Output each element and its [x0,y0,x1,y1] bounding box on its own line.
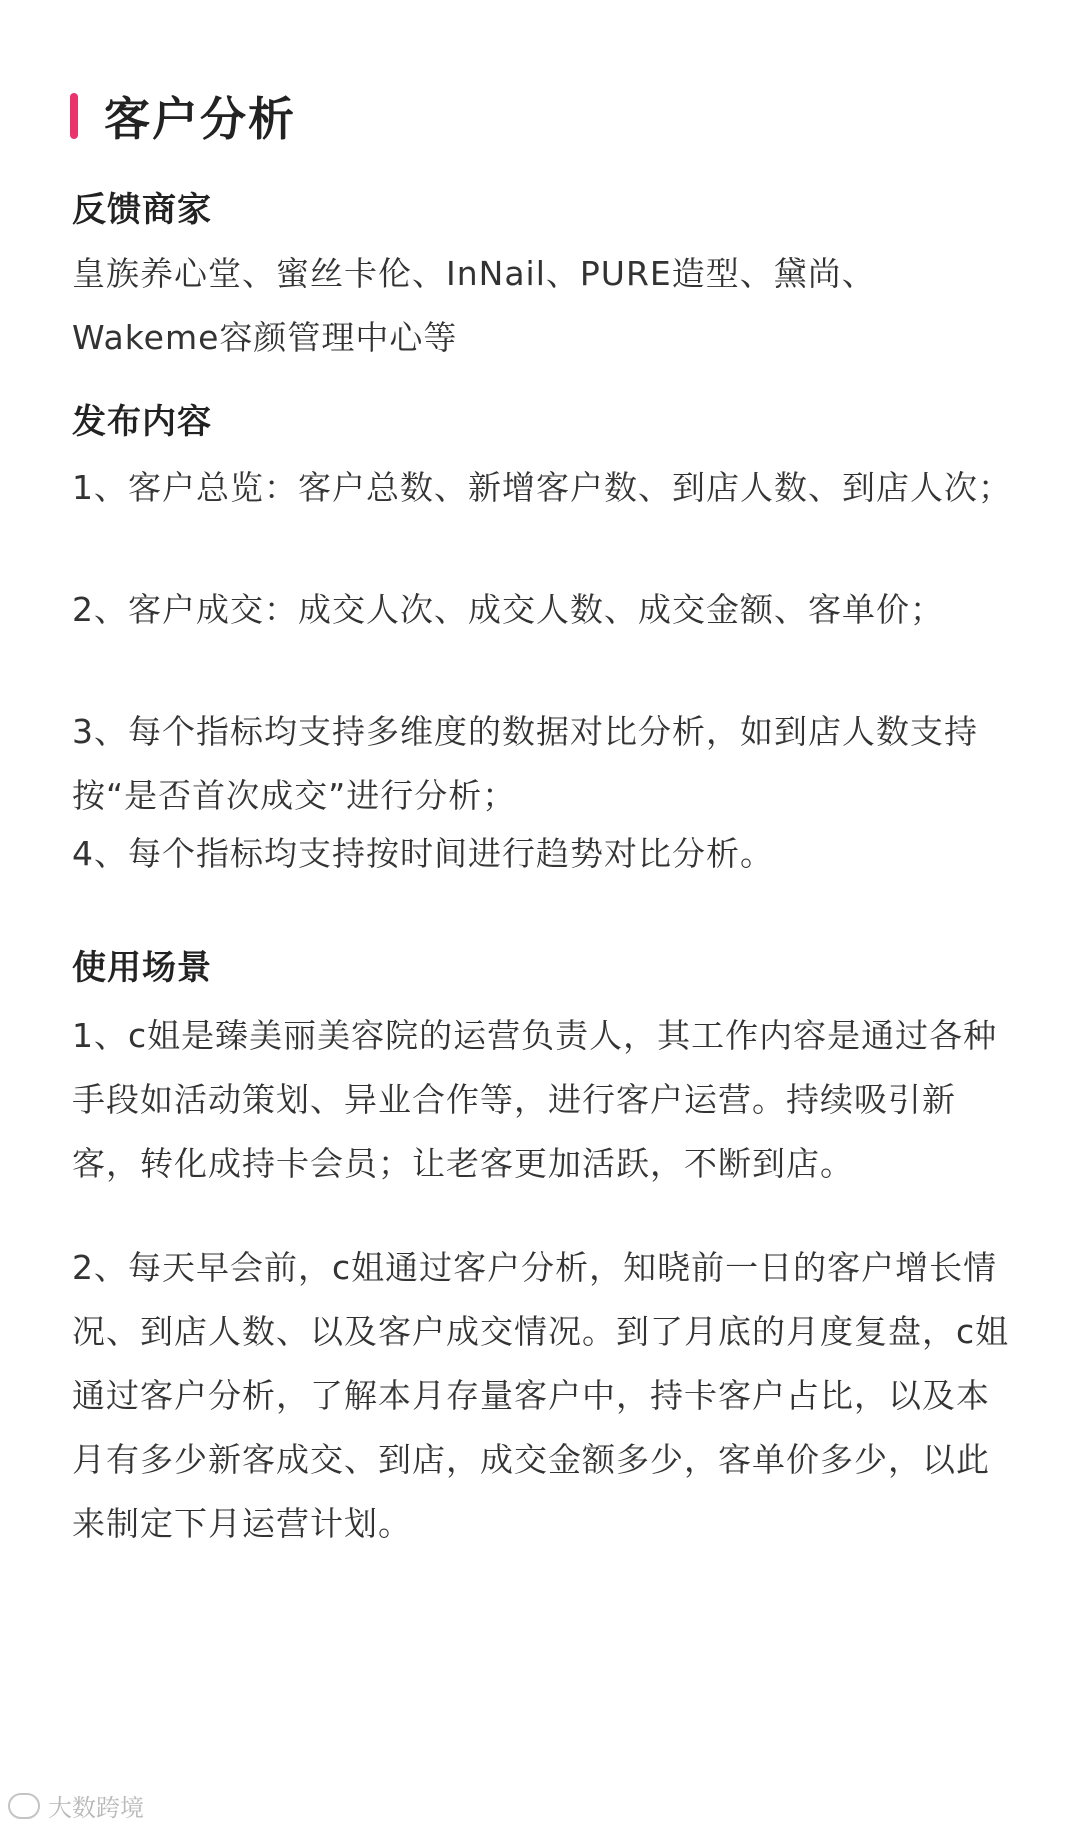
content-item-2: 2、客户成交：成交人次、成交人数、成交金额、客单价； [72,590,944,629]
content-item-1: 1、客户总览：客户总数、新增客户数、到店人数、到店人次； [72,468,1012,507]
merchants-text: 皇族养心堂、蜜丝卡伦、InNail、PURE造型、黛尚、Wakeme容颜管理中心等 [72,254,876,357]
section-heading-content: 发布内容 [72,402,212,442]
scenario-item-2: 2、每天早会前，c姐通过客户分析，知晓前一日的客户增长情况、到店人数、以及客户成交情况。到了月底的月度复盘，c姐通过客户分析，了解本月存量客户中，持卡客户占比，以及本月有多少新客成交、到店，成交金额多少，客单价多少，以此来制定下月运营计划。 [72,1248,1010,1543]
section-heading-scenarios: 使用场景 [72,948,212,988]
page-title: 客户分析 [104,92,296,146]
page-header [70,86,296,146]
section-heading-merchants: 反馈商家 [72,190,212,230]
watermark-logo-icon [8,1793,40,1819]
content-item-4: 4、每个指标均支持按时间进行趋势对比分析。 [72,834,774,873]
scenario-item-1: 1、c姐是臻美丽美容院的运营负责人，其工作内容是通过各种手段如活动策划、异业合作等，进行客户运营。持续吸引新客，转化成持卡会员；让老客更加活跃，不断到店。 [72,1016,998,1183]
title-accent-bar [70,93,78,139]
watermark-text: 大数跨境 [48,1794,144,1822]
watermark [8,1788,144,1823]
content-item-3: 3、每个指标均支持多维度的数据对比分析，如到店人数支持按“是否首次成交”进行分析； [72,712,978,815]
